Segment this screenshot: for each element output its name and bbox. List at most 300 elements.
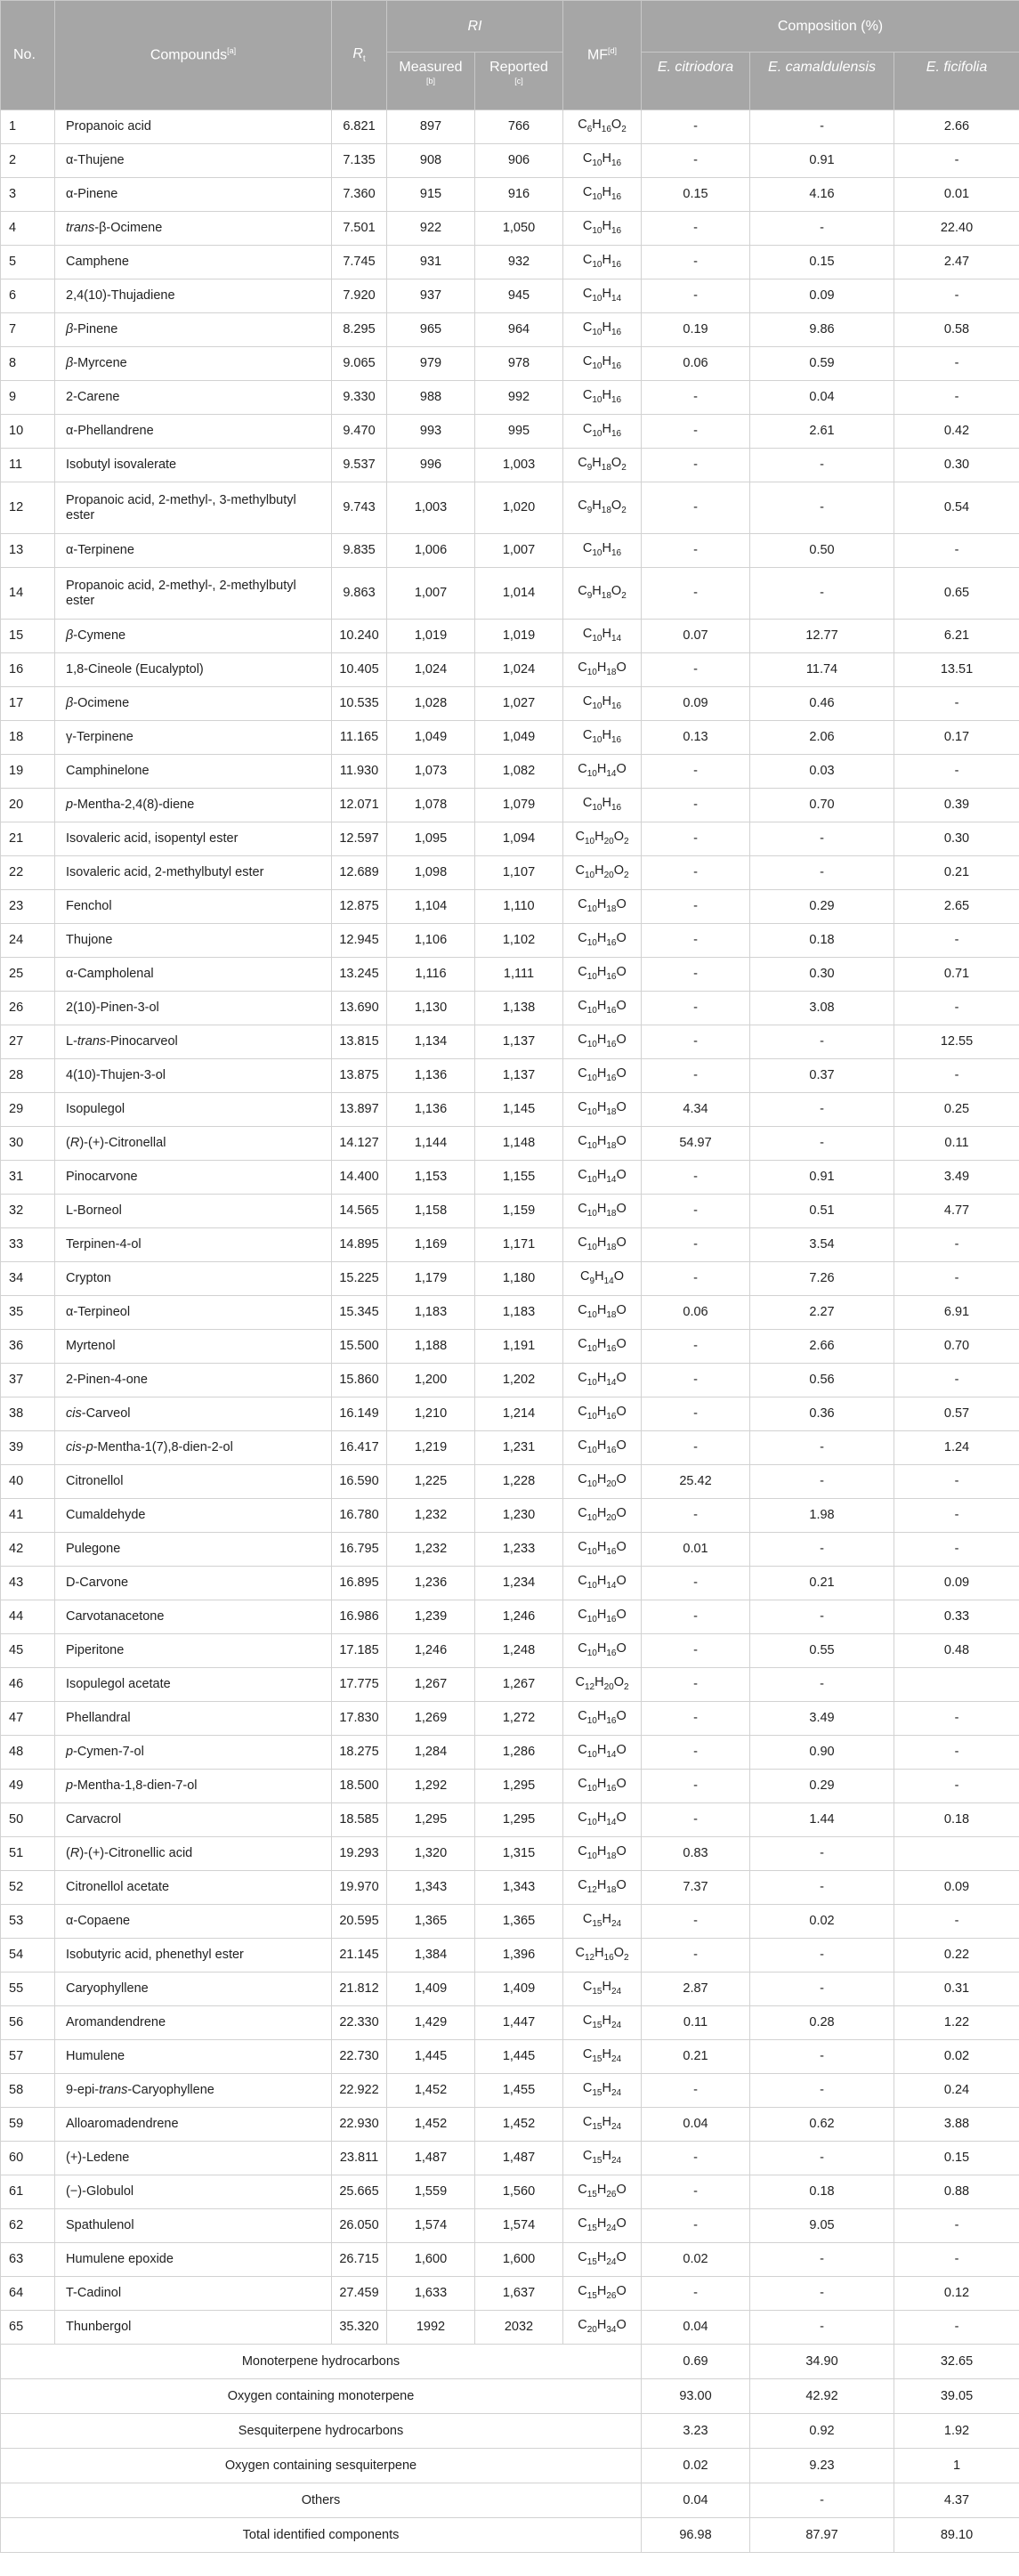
cell-no: 11 <box>1 449 55 482</box>
cell-e-camaldulensis: 0.09 <box>750 279 894 313</box>
cell-mf: $C_{10}H_{16}O$ <box>563 1634 642 1668</box>
table-row <box>1 1634 1019 1668</box>
cell-no: 5 <box>1 246 55 279</box>
cell-e-ficifolia: 13.51 <box>894 653 1019 687</box>
cell-rt: 18.585 <box>332 1803 387 1837</box>
cell-compound: Piperitone <box>55 1634 332 1668</box>
cell-e-camaldulensis: 0.51 <box>750 1195 894 1228</box>
cell-compound: β-Myrcene <box>55 347 332 381</box>
cell-rt: 14.895 <box>332 1228 387 1262</box>
cell-compound: β-Cymene <box>55 620 332 653</box>
table-row <box>1 415 1019 449</box>
cell-mf: $C_{10}H_{16}$ <box>563 415 642 449</box>
cell-compound: Isobutyl isovalerate <box>55 449 332 482</box>
cell-mf: $C_{15}H_{24}$ <box>563 1973 642 2006</box>
header-species-1: E. citriodora <box>642 53 750 110</box>
table-row <box>1 721 1019 755</box>
cell-no: 54 <box>1 1939 55 1973</box>
cell-ri-measured: 1,343 <box>387 1871 475 1905</box>
table-row <box>1 1803 1019 1837</box>
cell-ri-reported: 1,202 <box>475 1364 563 1397</box>
cell-compound: 2,4(10)-Thujadiene <box>55 279 332 313</box>
cell-e-camaldulensis: 0.21 <box>750 1567 894 1600</box>
cell-e-citriodora: 0.06 <box>642 1296 750 1330</box>
cell-ri-reported: 1,024 <box>475 653 563 687</box>
cell-e-ficifolia: 12.55 <box>894 1025 1019 1059</box>
cell-mf: $C_{10}H_{16}$ <box>563 212 642 246</box>
cell-e-ficifolia: 0.65 <box>894 568 1019 620</box>
cell-e-camaldulensis: 0.30 <box>750 958 894 992</box>
cell-mf: $C_{10}H_{14}O$ <box>563 1736 642 1770</box>
cell-mf: $C_{10}H_{20}O_2$ <box>563 822 642 856</box>
cell-mf: $C_{12}H_{18}O$ <box>563 1871 642 1905</box>
cell-mf: $C_9H_{18}O_2$ <box>563 482 642 534</box>
cell-ri-measured: 897 <box>387 110 475 144</box>
cell-e-camaldulensis: - <box>750 1939 894 1973</box>
cell-e-ficifolia: 1.22 <box>894 2006 1019 2040</box>
cell-rt: 26.050 <box>332 2209 387 2243</box>
table-row <box>1 2006 1019 2040</box>
cell-ri-measured: 937 <box>387 279 475 313</box>
cell-rt: 6.821 <box>332 110 387 144</box>
cell-no: 2 <box>1 144 55 178</box>
cell-ri-reported: 1,003 <box>475 449 563 482</box>
cell-no: 8 <box>1 347 55 381</box>
cell-e-camaldulensis: 0.56 <box>750 1364 894 1397</box>
cell-ri-measured: 1,600 <box>387 2243 475 2277</box>
cell-compound: 9-epi-trans-Caryophyllene <box>55 2074 332 2108</box>
cell-e-camaldulensis: - <box>750 2142 894 2175</box>
cell-e-ficifolia: 0.15 <box>894 2142 1019 2175</box>
table-row <box>1 1228 1019 1262</box>
cell-e-camaldulensis: 9.05 <box>750 2209 894 2243</box>
cell-e-citriodora: 2.87 <box>642 1973 750 2006</box>
cell-compound: cis-Carveol <box>55 1397 332 1431</box>
cell-e-ficifolia: - <box>894 2209 1019 2243</box>
cell-mf: $C_{15}H_{24}O$ <box>563 2243 642 2277</box>
cell-e-citriodora: - <box>642 144 750 178</box>
cell-compound: α-Pinene <box>55 178 332 212</box>
summary-row <box>1 2518 1019 2553</box>
cell-ri-measured: 1,106 <box>387 924 475 958</box>
cell-ri-measured: 1,225 <box>387 1465 475 1499</box>
cell-no: 3 <box>1 178 55 212</box>
cell-ri-measured: 965 <box>387 313 475 347</box>
table-row <box>1 620 1019 653</box>
cell-e-camaldulensis: 0.50 <box>750 534 894 568</box>
cell-mf: $C_{15}H_{26}O$ <box>563 2175 642 2209</box>
cell-ri-reported: 1,396 <box>475 1939 563 1973</box>
cell-rt: 16.417 <box>332 1431 387 1465</box>
cell-e-citriodora: - <box>642 822 750 856</box>
cell-no: 20 <box>1 789 55 822</box>
summary-row <box>1 2414 1019 2449</box>
cell-no: 45 <box>1 1634 55 1668</box>
cell-e-citriodora: 0.07 <box>642 620 750 653</box>
cell-ri-measured: 1,003 <box>387 482 475 534</box>
cell-e-citriodora: - <box>642 924 750 958</box>
table-row <box>1 1093 1019 1127</box>
cell-e-camaldulensis: 3.54 <box>750 1228 894 1262</box>
cell-e-ficifolia: 0.09 <box>894 1871 1019 1905</box>
summary-e-camaldulensis: 0.92 <box>750 2414 894 2449</box>
cell-e-camaldulensis: - <box>750 2277 894 2311</box>
header-measured: Measured [b] <box>387 53 475 110</box>
cell-e-camaldulensis: - <box>750 1025 894 1059</box>
cell-compound: Terpinen-4-ol <box>55 1228 332 1262</box>
table-row <box>1 246 1019 279</box>
cell-mf: $C_{15}H_{26}O$ <box>563 2277 642 2311</box>
cell-no: 36 <box>1 1330 55 1364</box>
table-row <box>1 687 1019 721</box>
summary-e-ficifolia: 4.37 <box>894 2483 1019 2518</box>
cell-no: 65 <box>1 2311 55 2345</box>
cell-e-citriodora: 0.01 <box>642 1533 750 1567</box>
cell-rt: 16.795 <box>332 1533 387 1567</box>
cell-compound: Camphinelone <box>55 755 332 789</box>
cell-ri-measured: 1,239 <box>387 1600 475 1634</box>
cell-e-camaldulensis: 0.29 <box>750 890 894 924</box>
cell-no: 60 <box>1 2142 55 2175</box>
cell-ri-reported: 1,315 <box>475 1837 563 1871</box>
cell-e-ficifolia: 22.40 <box>894 212 1019 246</box>
cell-mf: $C_{15}H_{24}O$ <box>563 2209 642 2243</box>
cell-ri-reported: 1,445 <box>475 2040 563 2074</box>
cell-e-ficifolia: - <box>894 1364 1019 1397</box>
cell-e-citriodora: 4.34 <box>642 1093 750 1127</box>
cell-e-ficifolia: 0.30 <box>894 822 1019 856</box>
cell-ri-reported: 1,214 <box>475 1397 563 1431</box>
table-row <box>1 534 1019 568</box>
cell-e-ficifolia: 6.91 <box>894 1296 1019 1330</box>
cell-rt: 19.970 <box>332 1871 387 1905</box>
cell-e-citriodora: - <box>642 2175 750 2209</box>
cell-no: 4 <box>1 212 55 246</box>
cell-mf: $C_{10}H_{14}O$ <box>563 1161 642 1195</box>
summary-e-camaldulensis: - <box>750 2483 894 2518</box>
cell-ri-reported: 1,148 <box>475 1127 563 1161</box>
cell-e-citriodora: - <box>642 1499 750 1533</box>
cell-rt: 15.225 <box>332 1262 387 1296</box>
summary-row <box>1 2345 1019 2379</box>
cell-ri-measured: 1,104 <box>387 890 475 924</box>
cell-e-citriodora: 0.11 <box>642 2006 750 2040</box>
cell-e-citriodora: - <box>642 1600 750 1634</box>
cell-mf: $C_{10}H_{16}$ <box>563 144 642 178</box>
summary-e-camaldulensis: 34.90 <box>750 2345 894 2379</box>
cell-e-ficifolia: 0.22 <box>894 1939 1019 1973</box>
cell-e-ficifolia: - <box>894 1736 1019 1770</box>
table-row <box>1 212 1019 246</box>
cell-e-citriodora: - <box>642 381 750 415</box>
cell-ri-measured: 1,130 <box>387 992 475 1025</box>
cell-e-camaldulensis: 0.28 <box>750 2006 894 2040</box>
cell-ri-measured: 1,007 <box>387 568 475 620</box>
cell-ri-reported: 1,014 <box>475 568 563 620</box>
cell-compound: Pulegone <box>55 1533 332 1567</box>
cell-rt: 7.920 <box>332 279 387 313</box>
cell-compound: Isobutyric acid, phenethyl ester <box>55 1939 332 1973</box>
summary-label: Oxygen containing sesquiterpene <box>1 2449 642 2483</box>
cell-mf: $C_{10}H_{18}O$ <box>563 1127 642 1161</box>
cell-compound: α-Terpineol <box>55 1296 332 1330</box>
cell-no: 64 <box>1 2277 55 2311</box>
cell-ri-reported: 1,230 <box>475 1499 563 1533</box>
cell-e-ficifolia: - <box>894 924 1019 958</box>
cell-mf: $C_9H_{18}O_2$ <box>563 449 642 482</box>
cell-ri-measured: 1,365 <box>387 1905 475 1939</box>
cell-no: 59 <box>1 2108 55 2142</box>
cell-compound: p-Mentha-2,4(8)-diene <box>55 789 332 822</box>
cell-e-ficifolia <box>894 1837 1019 1871</box>
cell-e-camaldulensis: - <box>750 1127 894 1161</box>
cell-rt: 17.830 <box>332 1702 387 1736</box>
cell-compound: α-Campholenal <box>55 958 332 992</box>
cell-rt: 16.590 <box>332 1465 387 1499</box>
cell-ri-measured: 1,049 <box>387 721 475 755</box>
cell-ri-reported: 766 <box>475 110 563 144</box>
cell-no: 31 <box>1 1161 55 1195</box>
cell-mf: $C_{10}H_{18}O$ <box>563 653 642 687</box>
cell-e-ficifolia: 0.11 <box>894 1127 1019 1161</box>
cell-no: 7 <box>1 313 55 347</box>
cell-compound: (−)-Globulol <box>55 2175 332 2209</box>
cell-mf: $C_{10}H_{14}O$ <box>563 755 642 789</box>
cell-rt: 11.930 <box>332 755 387 789</box>
cell-compound: Isovaleric acid, 2-methylbutyl ester <box>55 856 332 890</box>
cell-rt: 12.945 <box>332 924 387 958</box>
cell-compound: Citronellol acetate <box>55 1871 332 1905</box>
cell-ri-measured: 1,487 <box>387 2142 475 2175</box>
table-row <box>1 1837 1019 1871</box>
cell-no: 32 <box>1 1195 55 1228</box>
cell-ri-reported: 916 <box>475 178 563 212</box>
cell-e-ficifolia: 6.21 <box>894 620 1019 653</box>
cell-ri-measured: 1,095 <box>387 822 475 856</box>
cell-ri-measured: 988 <box>387 381 475 415</box>
cell-rt: 16.895 <box>332 1567 387 1600</box>
cell-mf: $C_{10}H_{14}$ <box>563 279 642 313</box>
table-row <box>1 568 1019 620</box>
cell-e-camaldulensis: 0.91 <box>750 144 894 178</box>
cell-ri-reported: 1,020 <box>475 482 563 534</box>
cell-mf: $C_{20}H_{34}O$ <box>563 2311 642 2345</box>
cell-e-citriodora: - <box>642 1668 750 1702</box>
cell-mf: $C_{10}H_{16}O$ <box>563 1330 642 1364</box>
cell-e-ficifolia: 0.57 <box>894 1397 1019 1431</box>
table-row <box>1 1736 1019 1770</box>
cell-mf: $C_{10}H_{18}O$ <box>563 1228 642 1262</box>
cell-rt: 9.065 <box>332 347 387 381</box>
cell-e-camaldulensis: 0.91 <box>750 1161 894 1195</box>
cell-e-citriodora: - <box>642 890 750 924</box>
cell-e-citriodora: 0.21 <box>642 2040 750 2074</box>
cell-no: 40 <box>1 1465 55 1499</box>
cell-ri-reported: 1,343 <box>475 1871 563 1905</box>
cell-ri-reported: 1,145 <box>475 1093 563 1127</box>
cell-ri-measured: 1,574 <box>387 2209 475 2243</box>
table-row <box>1 1871 1019 1905</box>
cell-rt: 13.690 <box>332 992 387 1025</box>
cell-ri-reported: 1,137 <box>475 1025 563 1059</box>
cell-compound: Myrtenol <box>55 1330 332 1364</box>
table-row <box>1 890 1019 924</box>
cell-no: 6 <box>1 279 55 313</box>
cell-ri-measured: 1,183 <box>387 1296 475 1330</box>
cell-e-camaldulensis: 0.55 <box>750 1634 894 1668</box>
cell-compound: Humulene <box>55 2040 332 2074</box>
summary-e-camaldulensis: 42.92 <box>750 2379 894 2414</box>
cell-e-camaldulensis: - <box>750 822 894 856</box>
cell-mf: $C_{10}H_{18}O$ <box>563 890 642 924</box>
cell-ri-measured: 1,232 <box>387 1533 475 1567</box>
cell-rt: 14.400 <box>332 1161 387 1195</box>
cell-e-camaldulensis: 0.18 <box>750 924 894 958</box>
table-row <box>1 1330 1019 1364</box>
cell-e-citriodora: - <box>642 2142 750 2175</box>
cell-e-ficifolia: - <box>894 1228 1019 1262</box>
cell-no: 47 <box>1 1702 55 1736</box>
cell-e-citriodora: - <box>642 1228 750 1262</box>
cell-e-citriodora: - <box>642 1803 750 1837</box>
cell-no: 19 <box>1 755 55 789</box>
cell-ri-reported: 1,049 <box>475 721 563 755</box>
cell-rt: 17.185 <box>332 1634 387 1668</box>
cell-e-camaldulensis: - <box>750 1431 894 1465</box>
cell-rt: 13.245 <box>332 958 387 992</box>
cell-ri-measured: 1,073 <box>387 755 475 789</box>
cell-e-citriodora: - <box>642 534 750 568</box>
cell-compound: Propanoic acid, 2-methyl-, 3-methylbutyl ester <box>55 482 332 534</box>
cell-e-ficifolia: 0.71 <box>894 958 1019 992</box>
cell-e-citriodora: - <box>642 856 750 890</box>
cell-ri-reported: 1,019 <box>475 620 563 653</box>
summary-e-ficifolia: 32.65 <box>894 2345 1019 2379</box>
cell-ri-reported: 906 <box>475 144 563 178</box>
cell-e-citriodora: - <box>642 992 750 1025</box>
cell-compound: Phellandral <box>55 1702 332 1736</box>
cell-no: 22 <box>1 856 55 890</box>
cell-rt: 7.745 <box>332 246 387 279</box>
cell-mf: $C_{10}H_{18}O$ <box>563 1837 642 1871</box>
cell-e-camaldulensis: 0.90 <box>750 1736 894 1770</box>
table-row <box>1 755 1019 789</box>
cell-no: 35 <box>1 1296 55 1330</box>
cell-mf: $C_{10}H_{16}O$ <box>563 992 642 1025</box>
cell-mf: $C_{10}H_{16}O$ <box>563 1702 642 1736</box>
cell-no: 13 <box>1 534 55 568</box>
table-row <box>1 1533 1019 1567</box>
cell-mf: $C_{10}H_{14}O$ <box>563 1567 642 1600</box>
cell-e-citriodora: 0.83 <box>642 1837 750 1871</box>
summary-label: Monoterpene hydrocarbons <box>1 2345 642 2379</box>
cell-mf: $C_{10}H_{16}O$ <box>563 958 642 992</box>
cell-rt: 18.275 <box>332 1736 387 1770</box>
cell-mf: $C_{15}H_{24}$ <box>563 2040 642 2074</box>
cell-e-citriodora: - <box>642 1702 750 1736</box>
cell-e-citriodora: - <box>642 2209 750 2243</box>
cell-no: 16 <box>1 653 55 687</box>
cell-ri-reported: 1,452 <box>475 2108 563 2142</box>
cell-no: 44 <box>1 1600 55 1634</box>
cell-ri-measured: 1,200 <box>387 1364 475 1397</box>
cell-mf: $C_{15}H_{24}$ <box>563 2108 642 2142</box>
cell-e-ficifolia: 0.12 <box>894 2277 1019 2311</box>
cell-rt: 12.597 <box>332 822 387 856</box>
cell-ri-reported: 1,286 <box>475 1736 563 1770</box>
cell-mf: $C_{15}H_{24}$ <box>563 2006 642 2040</box>
cell-e-ficifolia: 0.01 <box>894 178 1019 212</box>
cell-ri-reported: 1,082 <box>475 755 563 789</box>
cell-ri-reported: 1,111 <box>475 958 563 992</box>
cell-ri-measured: 1,144 <box>387 1127 475 1161</box>
cell-e-citriodora: - <box>642 1770 750 1803</box>
cell-no: 63 <box>1 2243 55 2277</box>
cell-compound: 2(10)-Pinen-3-ol <box>55 992 332 1025</box>
cell-ri-measured: 1,384 <box>387 1939 475 1973</box>
cell-e-ficifolia: 0.18 <box>894 1803 1019 1837</box>
cell-rt: 26.715 <box>332 2243 387 2277</box>
cell-rt: 23.811 <box>332 2142 387 2175</box>
header-compounds: Compounds[a] <box>55 1 332 110</box>
table-row <box>1 653 1019 687</box>
cell-e-ficifolia: 0.09 <box>894 1567 1019 1600</box>
cell-compound: Alloaromadendrene <box>55 2108 332 2142</box>
cell-ri-reported: 992 <box>475 381 563 415</box>
cell-compound: γ-Terpinene <box>55 721 332 755</box>
cell-compound: Humulene epoxide <box>55 2243 332 2277</box>
cell-ri-measured: 1,295 <box>387 1803 475 1837</box>
cell-e-camaldulensis: 0.04 <box>750 381 894 415</box>
cell-compound: 2-Pinen-4-one <box>55 1364 332 1397</box>
cell-no: 15 <box>1 620 55 653</box>
cell-e-citriodora: - <box>642 2277 750 2311</box>
summary-row <box>1 2379 1019 2414</box>
cell-compound: cis-p-Mentha-1(7),8-dien-2-ol <box>55 1431 332 1465</box>
cell-e-camaldulensis: 0.37 <box>750 1059 894 1093</box>
cell-ri-measured: 1,445 <box>387 2040 475 2074</box>
cell-e-camaldulensis: - <box>750 1533 894 1567</box>
summary-label: Oxygen containing monoterpene <box>1 2379 642 2414</box>
cell-no: 48 <box>1 1736 55 1770</box>
cell-e-citriodora: 0.02 <box>642 2243 750 2277</box>
table-row <box>1 1431 1019 1465</box>
cell-compound: Crypton <box>55 1262 332 1296</box>
cell-compound: β-Pinene <box>55 313 332 347</box>
cell-ri-reported: 1,027 <box>475 687 563 721</box>
cell-mf: $C_9H_{18}O_2$ <box>563 568 642 620</box>
cell-ri-reported: 964 <box>475 313 563 347</box>
table-row <box>1 1059 1019 1093</box>
cell-ri-reported: 1,574 <box>475 2209 563 2243</box>
cell-e-ficifolia: 0.24 <box>894 2074 1019 2108</box>
cell-e-citriodora: 0.09 <box>642 687 750 721</box>
cell-e-ficifolia: 0.30 <box>894 449 1019 482</box>
cell-no: 28 <box>1 1059 55 1093</box>
cell-mf: $C_{10}H_{16}O$ <box>563 1431 642 1465</box>
cell-e-citriodora: - <box>642 279 750 313</box>
cell-ri-measured: 1,232 <box>387 1499 475 1533</box>
cell-ri-measured: 1,269 <box>387 1702 475 1736</box>
cell-ri-measured: 1,134 <box>387 1025 475 1059</box>
cell-compound: α-Thujene <box>55 144 332 178</box>
cell-e-ficifolia: - <box>894 1702 1019 1736</box>
cell-e-citriodora: - <box>642 1262 750 1296</box>
cell-rt: 18.500 <box>332 1770 387 1803</box>
table-header <box>1 1 1019 110</box>
cell-rt: 14.127 <box>332 1127 387 1161</box>
cell-mf: $C_9H_{14}O$ <box>563 1262 642 1296</box>
